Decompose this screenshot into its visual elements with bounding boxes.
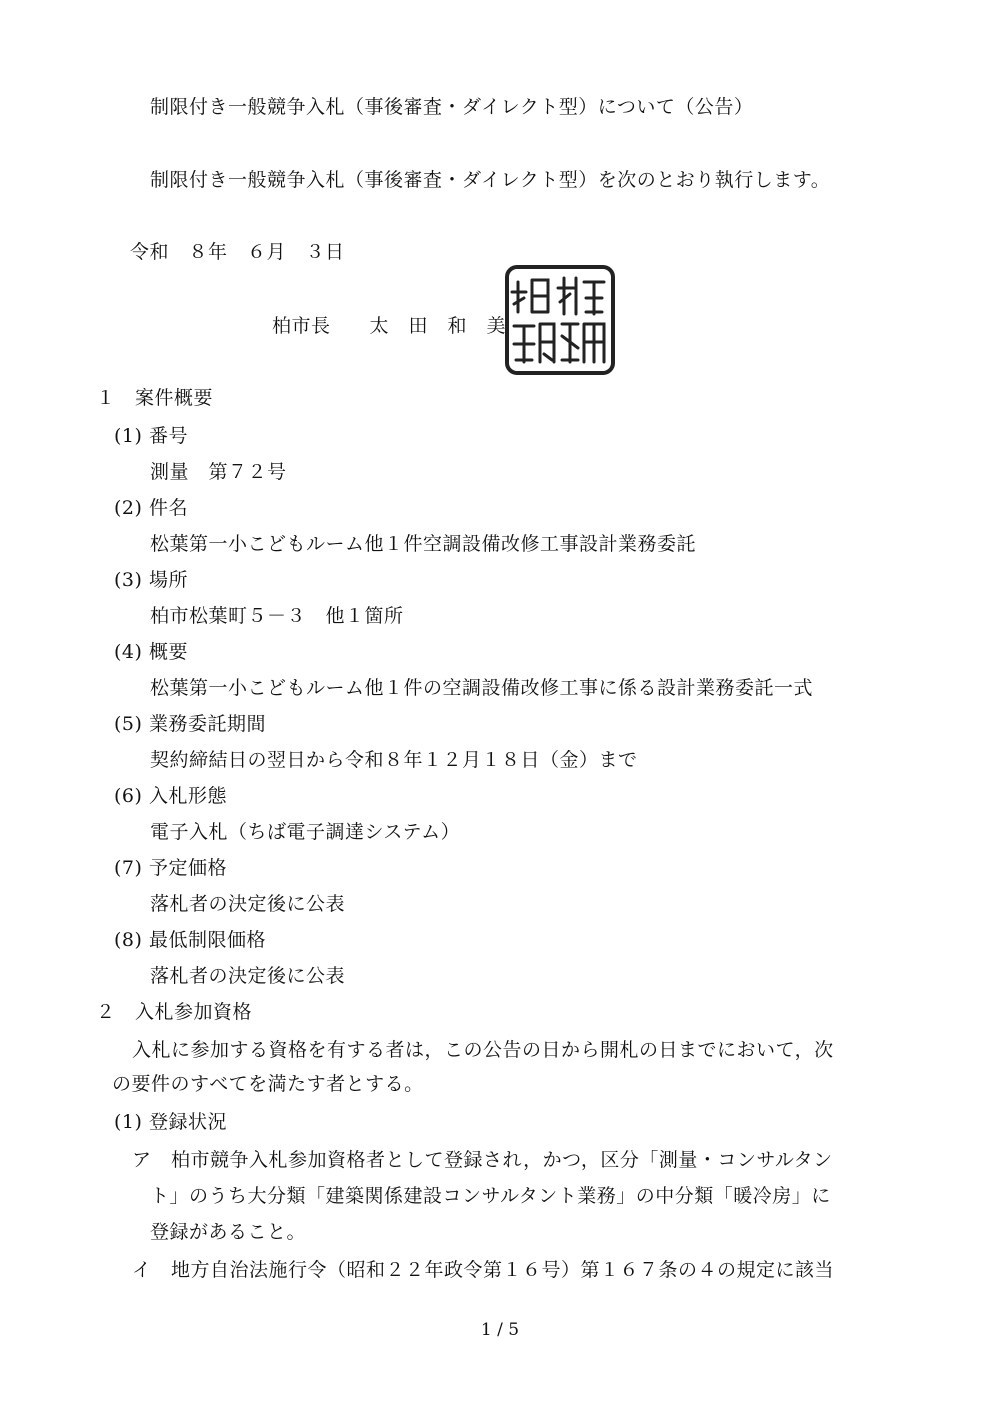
item7-label: (7) 予定価格 xyxy=(114,857,227,879)
item4-value: 松葉第一小こどもルーム他１件の空調設備改修工事に係る設計業務委託一式 xyxy=(150,677,814,699)
item8-value: 落札者の決定後に公表 xyxy=(150,965,346,987)
section1-heading: １ 案件概要 xyxy=(96,387,214,409)
item2-label: (2) 件名 xyxy=(114,497,188,519)
document-title: 制限付き一般競争入札（事後審査・ダイレクト型）について（公告） xyxy=(150,96,754,118)
notice-date: 令和 ８年 ６月 ３日 xyxy=(130,241,345,263)
intro-text: 制限付き一般競争入札（事後審査・ダイレクト型）を次のとおり執行します。 xyxy=(150,169,831,191)
signatory: 柏市長 太 田 和 美 xyxy=(272,315,507,337)
item5-label: (5) 業務委託期間 xyxy=(114,713,266,735)
item8-label: (8) 最低制限価格 xyxy=(114,929,266,951)
item1-label: (1) 番号 xyxy=(114,425,188,447)
section2-para-line1: 入札に参加する資格を有する者は，この公告の日から開札の日までにおいて，次 xyxy=(132,1039,834,1061)
item-i-line1: イ 地方自治法施行令（昭和２２年政令第１６号）第１６７条の４の規定に該当 xyxy=(132,1259,835,1281)
item2-value: 松葉第一小こどもルーム他１件空調設備改修工事設計業務委託 xyxy=(150,533,697,555)
item4-label: (4) 概要 xyxy=(114,641,188,663)
sub1-label: (1) 登録状況 xyxy=(114,1111,227,1133)
item6-label: (6) 入札形態 xyxy=(114,785,227,807)
item6-value: 電子入札（ちば電子調達システム） xyxy=(150,821,461,843)
section2-heading: ２ 入札参加資格 xyxy=(96,1001,253,1023)
item3-value: 柏市松葉町５－３ 他１箇所 xyxy=(150,605,404,627)
official-seal-stamp xyxy=(504,264,616,376)
item5-value: 契約締結日の翌日から令和８年１２月１８日（金）まで xyxy=(150,749,638,771)
item1-value: 測量 第７２号 xyxy=(150,461,287,483)
item-a-line2: ト」のうち大分類「建築関係建設コンサルタント業務」の中分類「暖冷房」に xyxy=(150,1185,831,1207)
item3-label: (3) 場所 xyxy=(114,569,188,591)
section2-para-line2: の要件のすべてを満たす者とする。 xyxy=(112,1073,424,1095)
page-number: 1 / 5 xyxy=(480,1320,520,1340)
item-a-line3: 登録があること。 xyxy=(150,1221,307,1243)
item-a-line1: ア 柏市競争入札参加資格者として登録され，かつ，区分「測量・コンサルタン xyxy=(132,1149,833,1171)
item7-value: 落札者の決定後に公表 xyxy=(150,893,346,915)
